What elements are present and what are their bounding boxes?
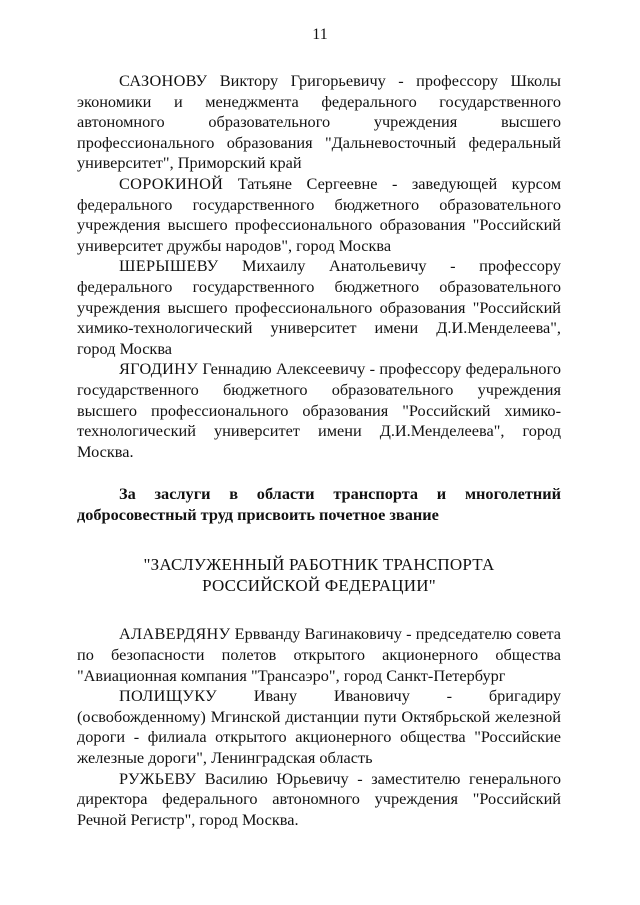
awardee-entry	[77, 71, 561, 174]
awardee-name: ЯГОДИНУ	[119, 359, 199, 379]
awardee-name: СОРОКИНОЙ	[119, 173, 224, 193]
decree-text: За заслуги в области транспорта и многолетний добросовестный труд присвоить почетное звание	[77, 484, 561, 524]
document-body	[77, 71, 561, 830]
awardee-list-transport	[77, 624, 561, 830]
awardee-entry	[77, 359, 561, 462]
awardee-details: Геннадию Алексеевичу - профессору федерального государственного бюджетного образовательного учреждения высшего профессионального образования "Российский химико-технологический университет имени Д.И.Менделеева", город Москва.	[77, 359, 561, 461]
awardee-entry	[77, 624, 561, 686]
awardee-name: САЗОНОВУ	[119, 71, 208, 90]
awardee-details: Татьяне Сергеевне - заведующей курсом федерального государственного бюджетного образовательного учреждения высшего профессионального образования "Российский университет дружбы народов", город Москва	[77, 173, 561, 255]
awardee-list-education	[77, 71, 561, 462]
awardee-entry	[77, 769, 561, 831]
page-number: 11	[312, 26, 328, 43]
awardee-name: РУЖЬЕВУ	[119, 768, 197, 788]
awardee-details: Виктору Григорьевичу - профессору Школы экономики и менеджмента федерального государственного автономного образовательного учреждения высшего профессионального образования "Дальневосточный федеральный университет", Приморский край	[77, 71, 561, 173]
awardee-entry	[77, 686, 561, 768]
awardee-entry	[77, 174, 561, 256]
awardee-name: ШЕРЫШЕВУ	[119, 256, 219, 276]
awardee-entry	[77, 256, 561, 359]
awardee-details: Василию Юрьевичу - заместителю генерального директора федерального автономного учреждения "Российский Речной Регистр", город Москва.	[77, 768, 561, 829]
award-title	[77, 554, 561, 596]
award-title-line-1: "ЗАСЛУЖЕННЫЙ РАБОТНИК ТРАНСПОРТА	[143, 555, 495, 575]
awardee-details: Ервванду Вагинаковичу - председателю совета по безопасности полетов открытого акционерного общества "Авиационная компания "Трансаэро", город Санкт-Петербург	[77, 624, 561, 685]
awardee-details: Ивану Ивановичу - бригадиру (освобожденному) Мгинской дистанции пути Октябрьской железной дороги - филиала открытого акционерного общества "Российские железные дороги", Ленинградская область	[77, 686, 561, 768]
awardee-name: АЛАВЕРДЯНУ	[119, 624, 231, 644]
award-title-line-2: РОССИЙСКОЙ ФЕДЕРАЦИИ"	[202, 576, 436, 596]
awardee-name: ПОЛИЩУКУ	[119, 686, 217, 706]
awardee-details: Михаилу Анатольевичу - профессору федерального государственного бюджетного образовательного учреждения высшего профессионального образования "Российский химико-технологический университет имени Д.И.Менделеева", город Москва	[77, 256, 561, 358]
